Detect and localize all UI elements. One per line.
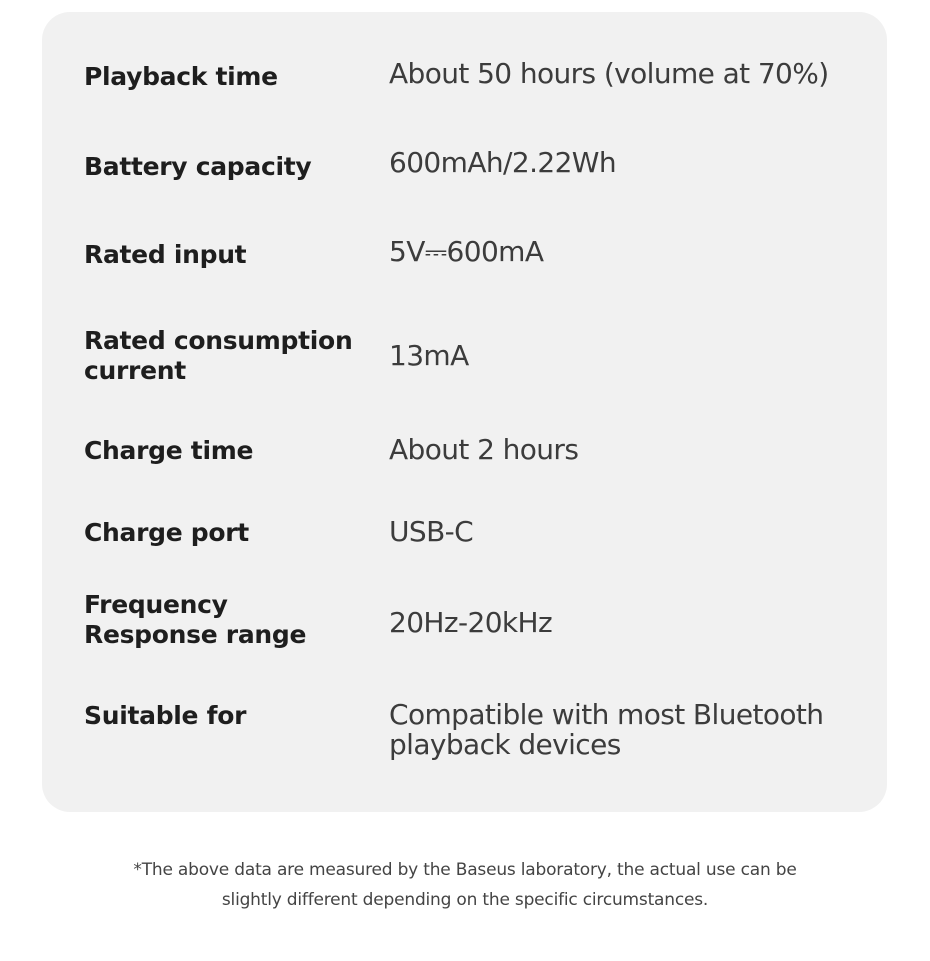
- spec-label: Charge port: [84, 518, 249, 547]
- footnote-line: slightly different depending on the specific circumstances.: [221, 890, 709, 910]
- spec-value: About 2 hours: [389, 433, 579, 466]
- spec-value: 20Hz-20kHz: [389, 606, 553, 639]
- spec-label: Frequency Response range: [84, 590, 307, 649]
- footnote-line: *The above data are measured by the Baseus laboratory, the actual use can be: [133, 860, 797, 880]
- spec-value: Compatible with most Bluetooth playback devices: [389, 698, 824, 761]
- spec-label: Charge time: [84, 436, 254, 465]
- spec-value: 600mAh/2.22Wh: [389, 146, 617, 179]
- spec-value: About 50 hours (volume at 70%): [389, 57, 829, 90]
- spec-label: Suitable for: [84, 701, 247, 730]
- footnote: [0, 855, 930, 915]
- spec-label: Battery capacity: [84, 152, 312, 181]
- spec-label: Playback time: [84, 62, 278, 91]
- spec-label: Rated input: [84, 240, 247, 269]
- spec-label: Rated consumption current: [84, 326, 353, 385]
- spec-value: 5V⎓600mA: [389, 235, 544, 268]
- spec-value: 13mA: [389, 339, 469, 372]
- spec-table: [42, 12, 887, 812]
- spec-value: USB-C: [389, 515, 474, 548]
